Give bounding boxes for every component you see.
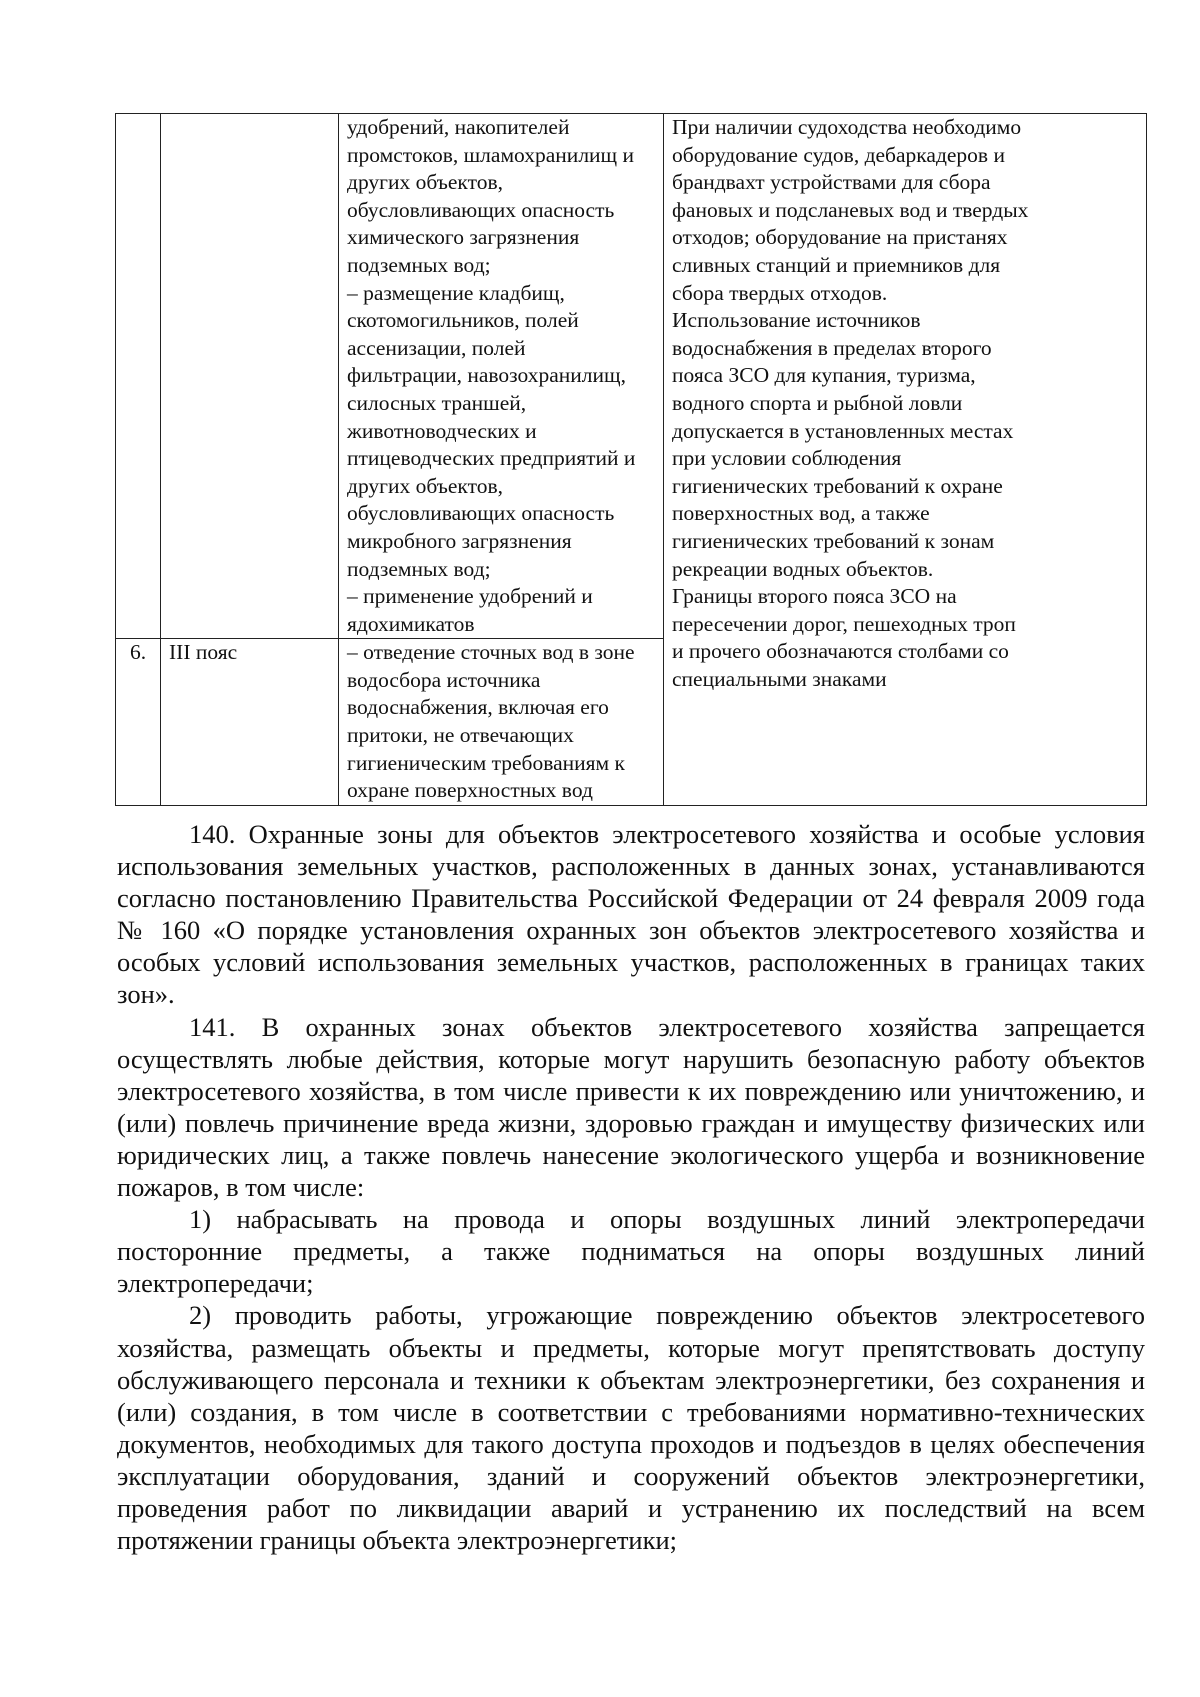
cell-line: других объектов, bbox=[347, 170, 503, 195]
cell-line: силосных траншей, bbox=[347, 390, 527, 415]
cell-line: – размещение кладбищ, bbox=[347, 280, 565, 305]
cell-line: пересечении дорог, пешеходных троп bbox=[672, 611, 1016, 636]
cell-line: отходов; оборудование на пристанях bbox=[672, 225, 1008, 250]
list-item-2: 2) проводить работы, угрожающие повреждению объектов электросетевого хозяйства, размещать объекты и предметы, которые могут препятствовать доступу обслуживающего персонала и техники к объектам электроэнергетики, без сохранения и (или) создания, в том числе в соответствии с требованиями нормативно-технических документов, необходимых для такого доступа проходов и подъездов в целях обеспечения эксплуатации оборудования, зданий и сооружений объектов электроэнергетики, проведения работ по ликвидации аварий и устранению их последствий на всем протяжении границы объекта электроэнергетики; bbox=[117, 1300, 1145, 1556]
cell-line: обусловливающих опасность bbox=[347, 501, 615, 526]
cell-line: При наличии судоходства необходимо bbox=[672, 115, 1022, 139]
cell-line: водосбора источника bbox=[347, 667, 541, 692]
cell-line: при условии соблюдения bbox=[672, 446, 902, 471]
zone-cell: III пояс bbox=[161, 639, 339, 806]
cell-line: рекреации водных объектов. bbox=[672, 556, 934, 581]
cell-line: микробного загрязнения bbox=[347, 528, 572, 553]
paragraph-141: 141. В охранных зонах объектов электросетевого хозяйства запрещается осуществлять любые действия, которые могут нарушить безопасную работу объектов электросетевого хозяйства, в том числе привести к их повреждению или уничтожению, и (или) повлечь причинение вреда жизни, здоровью граждан и имуществу физических или юридических лиц, а также повлечь нанесение экологического ущерба и возникновение пожаров, в том числе: bbox=[117, 1011, 1145, 1203]
cell-line: специальными знаками bbox=[672, 666, 887, 691]
cell-line: – применение удобрений и bbox=[347, 584, 593, 609]
cell-line: обусловливающих опасность bbox=[347, 197, 615, 222]
cell-line: фановых и подсланевых вод и твердых bbox=[672, 197, 1029, 222]
body-text bbox=[117, 818, 1145, 1556]
row-number-cell: 6. bbox=[116, 639, 161, 806]
cell-line: животноводческих и bbox=[347, 418, 537, 443]
cell-line: и прочего обозначаются столбами со bbox=[672, 639, 1009, 664]
cell-line: сбора твердых отходов. bbox=[672, 280, 888, 305]
cell-line: охране поверхностных вод bbox=[347, 778, 593, 803]
cell-line: гигиенических требований к охране bbox=[672, 473, 1003, 498]
zone-cell bbox=[161, 114, 339, 639]
cell-line: пояса ЗСО для купания, туризма, bbox=[672, 363, 976, 388]
cell-line: химического загрязнения bbox=[347, 225, 580, 250]
cell-line: водоснабжения в пределах второго bbox=[672, 335, 992, 360]
row-number-cell bbox=[116, 114, 161, 639]
cell-line: допускается в установленных местах bbox=[672, 418, 1014, 443]
cell-line: притоки, не отвечающих bbox=[347, 723, 574, 748]
cell-line: промстоков, шламохранилищ и bbox=[347, 142, 634, 167]
notes-cell bbox=[664, 114, 1147, 806]
cell-line: скотомогильников, полей bbox=[347, 308, 579, 333]
list-item-1: 1) набрасывать на провода и опоры воздушных линий электропередачи посторонние предметы, а также подниматься на опоры воздушных линий электропередачи; bbox=[117, 1204, 1145, 1299]
cell-line: ядохимикатов bbox=[347, 611, 475, 636]
restrictions-cell bbox=[339, 639, 664, 806]
cell-line: оборудование судов, дебаркадеров и bbox=[672, 142, 1005, 167]
paragraph-140: 140. Охранные зоны для объектов электросетевого хозяйства и особые условия использования земельных участков, расположенных в данных зонах, устанавливаются согласно постановлению Правительства Российской Федерации от 24 февраля 2009 года № 160 «О порядке установления охранных зон объектов электросетевого хозяйства и особых условий использования земельных участков, расположенных в границах таких зон». bbox=[117, 819, 1145, 1010]
cell-line: птицеводческих предприятий и bbox=[347, 446, 636, 471]
restrictions-cell bbox=[339, 114, 664, 639]
cell-line: – отведение сточных вод в зоне bbox=[347, 640, 635, 665]
cell-line: водоснабжения, включая его bbox=[347, 695, 609, 720]
cell-line: брандвахт устройствами для сбора bbox=[672, 170, 991, 195]
cell-line: ассенизации, полей bbox=[347, 335, 526, 360]
cell-line: водного спорта и рыбной ловли bbox=[672, 390, 963, 415]
cell-line: Использование источников bbox=[672, 308, 921, 333]
table-row bbox=[116, 114, 1147, 639]
cell-line: гигиенических требований к зонам bbox=[672, 528, 995, 553]
cell-line: поверхностных вод, а также bbox=[672, 501, 930, 526]
cell-line: подземных вод; bbox=[347, 556, 491, 581]
cell-line: гигиеническим требованиям к bbox=[347, 750, 625, 775]
cell-line: Границы второго пояса ЗСО на bbox=[672, 584, 957, 609]
cell-line: других объектов, bbox=[347, 473, 503, 498]
cell-line: сливных станций и приемников для bbox=[672, 252, 1001, 277]
cell-line: подземных вод; bbox=[347, 252, 491, 277]
cell-line: фильтрации, навозохранилищ, bbox=[347, 363, 626, 388]
zso-restrictions-table bbox=[115, 113, 1147, 806]
cell-line: удобрений, накопителей bbox=[347, 115, 570, 139]
